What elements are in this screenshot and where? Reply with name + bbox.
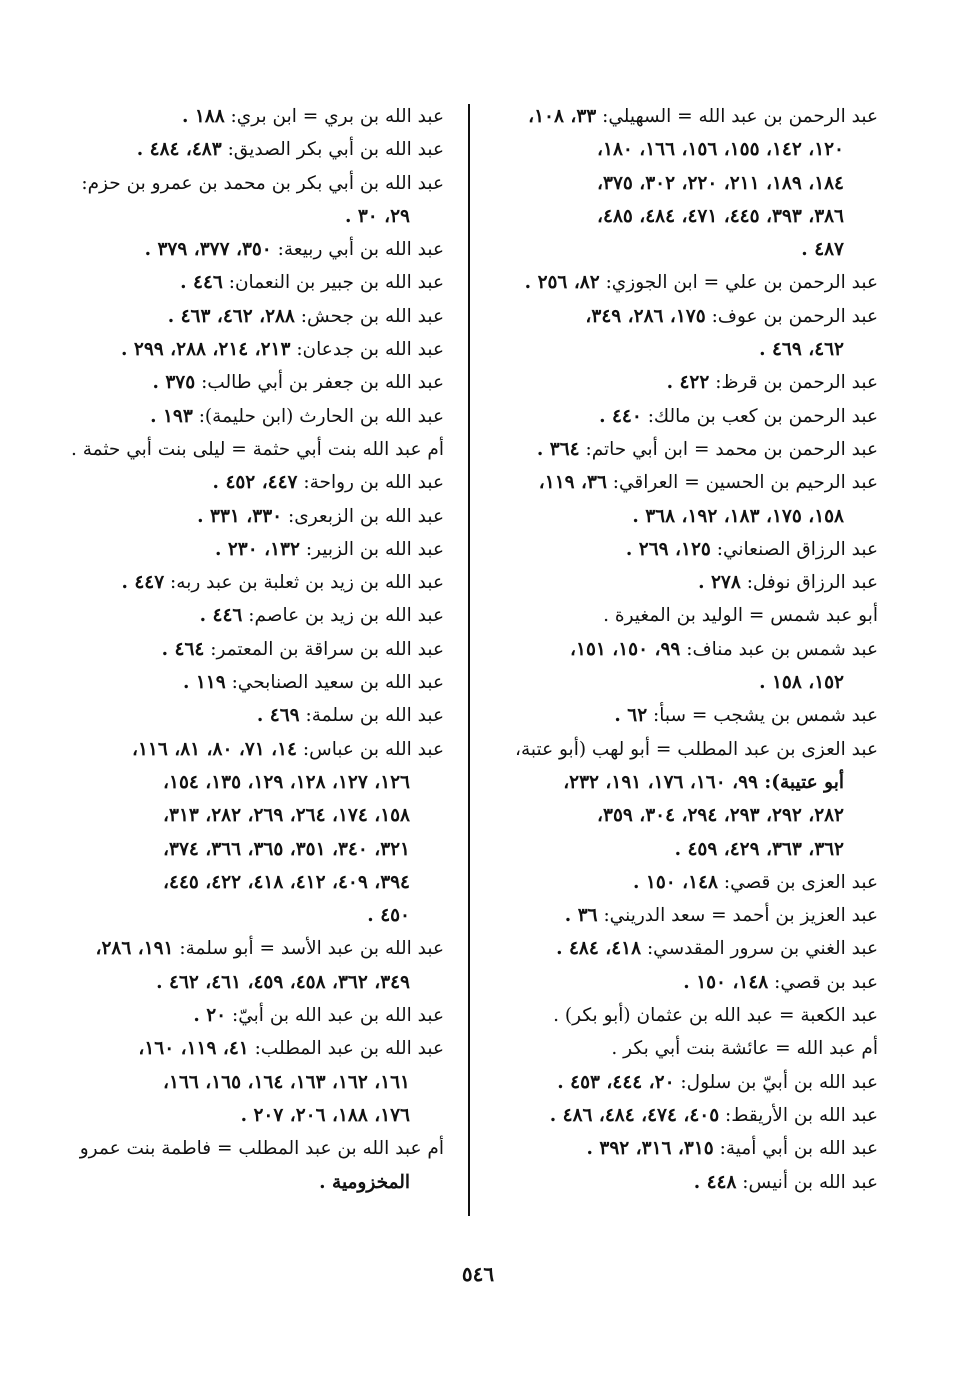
entry-heading: عبد العزيز بن أحمد = سعد الدريني:: [603, 905, 878, 927]
index-entry: [498, 433, 878, 466]
entry-continuation: ١٥٨، ١٧٥، ١٨٣، ١٩٢، ٣٦٨ .: [632, 505, 844, 527]
entry-first-line: [498, 999, 878, 1032]
index-entry: [498, 533, 878, 566]
entry-page-refs: ٤٦٤ .: [161, 638, 205, 660]
entry-heading: عبد الله بن الزبعرى:: [287, 505, 444, 527]
entry-heading: عبد الله بن عبد الله بن أبيّ:: [232, 1005, 444, 1027]
entry-heading: عبد الله بن جحش:: [300, 305, 444, 327]
entry-first-line: [498, 400, 878, 433]
entry-heading: عبد الله بن أبيّ بن سلول:: [680, 1071, 878, 1093]
entry-heading: عبد الله بن زيد بن ثعلبة بن عبد ربه:: [170, 572, 444, 594]
page-number: ٥٤٦: [461, 1262, 495, 1286]
entry-heading: عبد الرحمن بن عبد الله = السهيلي:: [602, 106, 878, 127]
index-entry: [66, 932, 444, 999]
entry-page-refs: ٤٠٥، ٤٧٤، ٤٨٤، ٤٨٦ .: [549, 1104, 720, 1126]
entry-first-line: [498, 1132, 878, 1165]
index-entry: [498, 699, 878, 732]
entry-page-refs: ٦٢ .: [614, 705, 648, 727]
entry-first-line: [66, 133, 444, 166]
entry-heading: عبد الله بن جعفر بن أبي طالب:: [201, 372, 444, 394]
entry-first-line: [498, 966, 878, 999]
entry-page-refs: ٢٨٨، ٤٦٢، ٤٦٣ .: [167, 305, 295, 327]
entry-first-line: [498, 899, 878, 932]
entry-continuation: ٣٤٩، ٣٦٢، ٤٥٨، ٤٥٩، ٤٦١، ٤٦٢ .: [156, 971, 410, 993]
column-divider: [468, 104, 470, 1216]
entry-continuation: ٤٥٠ .: [367, 905, 410, 927]
entry-heading: عبد الرحيم بن الحسين = العراقي:: [612, 472, 878, 494]
entry-first-line: [66, 167, 444, 200]
index-entry: [66, 566, 444, 599]
entry-page-refs: ٣١٥، ٣١٦، ٣٩٢ .: [586, 1138, 714, 1160]
entry-heading: عبد الله بن جدعان:: [296, 339, 444, 361]
entry-page-refs: ٤٨٣، ٤٨٤ .: [136, 139, 222, 161]
index-entry: [498, 566, 878, 599]
right-column: [498, 100, 878, 1199]
entry-first-line: [66, 699, 444, 732]
entry-continuation: ١٦١، ١٦٢، ١٦٣، ١٦٤، ١٦٥، ١٦٦،: [163, 1071, 410, 1093]
entry-first-line: [66, 333, 444, 366]
index-entry: [498, 1032, 878, 1065]
entry-heading: عبد الكعبة = عبد الله بن عثمان (أبو بكر) .: [553, 1005, 878, 1027]
entry-first-line: [66, 533, 444, 566]
entry-page-refs: ٤١، ١١٩، ١٦٠،: [138, 1038, 249, 1060]
entry-first-line: [498, 533, 878, 566]
entry-first-line: [498, 100, 878, 133]
entry-continuation: ١٨٤، ١٨٩، ٢١١، ٢٢٠، ٣٠٢، ٣٧٥،: [597, 172, 844, 194]
entry-first-line: [66, 1132, 444, 1165]
entry-heading: عبد الله بن رواحة:: [303, 472, 444, 494]
entry-first-line: [498, 433, 878, 466]
entry-page-refs: ١٩٣ .: [150, 405, 193, 427]
entry-first-line: [66, 1032, 444, 1065]
entry-page-refs: ٤٢٢ .: [666, 372, 710, 394]
entry-heading: عبد الله بن جبير بن النعمان:: [228, 272, 444, 294]
entry-first-line: [66, 666, 444, 699]
index-entry: [66, 300, 444, 333]
entry-first-line: [66, 300, 444, 333]
entry-heading: عبد الرحمن بن محمد = ابن أبي حاتم:: [585, 438, 878, 460]
index-entry: [498, 300, 878, 367]
index-entry: [66, 433, 444, 466]
entry-page-refs: ١٤، ٧١، ٨٠، ٨١، ١١٦،: [132, 738, 297, 760]
index-entry: [498, 599, 878, 632]
entry-heading: عبد الله بن سعيد الصنابحي:: [231, 672, 444, 694]
left-column: [66, 100, 444, 1199]
index-entry: [498, 1166, 878, 1199]
entry-heading: عبد شمس بن عبد مناف:: [686, 638, 878, 660]
entry-heading: أم عبد الله بن عبد المطلب = فاطمة بنت عمرو: [79, 1138, 444, 1160]
entry-heading: عبد الله بن الزبير:: [305, 538, 444, 560]
index-entry: [498, 932, 878, 965]
entry-first-line: [498, 1099, 878, 1132]
entry-heading: عبد الرحمن بن علي = ابن الجوزي:: [605, 272, 878, 294]
index-entry: [66, 167, 444, 234]
entry-continuation: ٣٩٤، ٤٠٩، ٤١٢، ٤١٨، ٤٢٢، ٤٤٥،: [163, 871, 410, 893]
entry-heading: عبد الرزاق الصنعاني:: [716, 538, 878, 560]
entry-first-line: [498, 633, 878, 666]
entry-page-refs: ٢٠، ٤٤٤، ٤٥٣ .: [557, 1071, 675, 1093]
entry-page-refs: ٣٣، ١٠٨،: [528, 106, 597, 127]
index-entry: [498, 1132, 878, 1165]
entry-page-refs: ٢١٣، ٢١٤، ٢٨٨، ٢٩٩ .: [121, 339, 291, 361]
index-entry: [66, 400, 444, 433]
entry-continuation: ١٢٠، ١٤٢، ١٥٥، ١٥٦، ١٦٦، ١٨٠،: [597, 139, 844, 161]
index-entry: [66, 100, 444, 133]
entry-first-line: [498, 1032, 878, 1065]
entry-page-refs: ٤٦٩ .: [256, 705, 300, 727]
entry-heading: عبد الرزاق نوفل:: [746, 572, 878, 594]
entry-page-refs: ٣٥٠، ٣٧٧، ٣٧٩ .: [144, 239, 272, 261]
index-entry: [66, 1032, 444, 1132]
entry-continuation: ٤٨٧ .: [801, 239, 844, 261]
entry-first-line: [66, 266, 444, 299]
entry-continuation: ٢٩، ٣٠ .: [344, 205, 410, 227]
entry-page-refs: ٣٦ .: [564, 905, 598, 927]
entry-continuation: ٣٦٢، ٣٦٣، ٤٢٩، ٤٥٩ .: [674, 838, 844, 860]
entry-first-line: [498, 866, 878, 899]
index-entry: [498, 866, 878, 899]
entry-first-line: [498, 300, 878, 333]
entry-continuation: ١٧٦، ١٨٨، ٢٠٦، ٢٠٧ .: [240, 1104, 410, 1126]
index-entry: [66, 1132, 444, 1199]
entry-heading: عبد الله بن أبي بكر بن محمد بن عمرو بن حزم:: [81, 172, 444, 194]
entry-page-refs: ٤٤٧ .: [121, 572, 165, 594]
entry-first-line: [498, 699, 878, 732]
entry-page-refs: ٤٤٧، ٤٥٢ .: [212, 472, 298, 494]
entry-heading: عبد العزى بن عبد المطلب = أبو لهب (أبو عتبة،: [515, 738, 878, 760]
entry-first-line: [66, 599, 444, 632]
index-entry: [498, 633, 878, 700]
index-entry: [66, 533, 444, 566]
entry-page-refs: ٣٦، ١١٩،: [538, 472, 607, 494]
entry-first-line: [66, 500, 444, 533]
index-entry: [66, 233, 444, 266]
index-entry: [66, 266, 444, 299]
entry-page-refs: ١٣٢، ٢٣٠ .: [214, 538, 300, 560]
entry-continuation: ٣٨٦، ٣٩٣، ٤٤٥، ٤٧١، ٤٨٤، ٤٨٥،: [597, 205, 844, 227]
entry-first-line: [498, 932, 878, 965]
index-entry: [66, 666, 444, 699]
entry-first-line: [498, 266, 878, 299]
entry-page-refs: ١٧٥، ٢٨٦، ٣٤٩،: [585, 305, 706, 327]
index-entry: [66, 366, 444, 399]
index-entry: [498, 733, 878, 866]
entry-page-refs: ١٩١، ٢٨٦،: [95, 938, 174, 960]
index-entry: [498, 400, 878, 433]
index-entry: [498, 266, 878, 299]
index-entry: [66, 599, 444, 632]
index-entry: [498, 366, 878, 399]
entry-first-line: [66, 932, 444, 965]
entry-first-line: [66, 566, 444, 599]
entry-first-line: [66, 100, 444, 133]
entry-continuation: ٣٢١، ٣٤٠، ٣٥١، ٣٦٥، ٣٦٦، ٣٧٤،: [163, 838, 410, 860]
entry-page-refs: ١١٩ .: [182, 672, 226, 694]
entry-continuation: أبو عتيبة): ٩٩، ١٦٠، ١٧٦، ١٩١، ٢٣٢،: [563, 771, 844, 793]
index-entry: [66, 699, 444, 732]
entry-page-refs: ٨٢، ٢٥٦ .: [524, 272, 600, 294]
index-entry: [498, 1066, 878, 1099]
entry-heading: أم عبد الله بنت أبي حثمة = ليلى بنت أبي حثمة .: [70, 438, 444, 460]
entry-continuation: ١٥٢، ١٥٨ .: [759, 672, 844, 694]
entry-page-refs: ٣٧٥ .: [152, 372, 196, 394]
entry-heading: عبد الله بن الحارث (ابن حليمة):: [198, 405, 444, 427]
entry-first-line: [66, 466, 444, 499]
entry-page-refs: ٣٦٤ .: [536, 438, 580, 460]
entry-first-line: [66, 433, 444, 466]
index-entry: [66, 133, 444, 166]
entry-page-refs: ٢٠ .: [193, 1005, 227, 1027]
index-entry: [498, 466, 878, 533]
entry-page-refs: ٣٣٠، ٣٣١ .: [197, 505, 283, 527]
entry-first-line: [66, 400, 444, 433]
entry-continuation: ١٢٦، ١٢٧، ١٢٨، ١٢٩، ١٣٥، ١٥٤،: [163, 771, 410, 793]
entry-heading: عبد العزى بن قصي:: [723, 871, 878, 893]
entry-heading: عبد الرحمن بن كعب بن مالك:: [647, 405, 878, 427]
entry-continuation: المخزومية .: [319, 1171, 410, 1193]
entry-heading: عبد الله بن الأريقط:: [725, 1104, 878, 1126]
entry-first-line: [498, 1066, 878, 1099]
entry-heading: عبد الله بن عباس:: [302, 738, 444, 760]
entry-heading: عبد الله بن سلمة:: [305, 705, 444, 727]
index-entry: [66, 733, 444, 933]
entry-first-line: [498, 366, 878, 399]
entry-first-line: [66, 999, 444, 1032]
entry-page-refs: ٢٧٨ .: [698, 572, 741, 594]
entry-page-refs: ١٢٥، ٢٦٩ .: [625, 538, 711, 560]
entry-heading: عبد الله بن زيد بن عاصم:: [248, 605, 444, 627]
entry-heading: عبد الله بن بري = ابن بري:: [230, 106, 444, 127]
index-entry: [66, 999, 444, 1032]
entry-heading: عبد بن قصي:: [774, 971, 878, 993]
entry-first-line: [66, 366, 444, 399]
entry-heading: عبد الله بن عبد المطلب:: [254, 1038, 444, 1060]
entry-first-line: [66, 233, 444, 266]
entry-page-refs: ١٤٨، ١٥٠ .: [633, 871, 718, 893]
entry-heading: عبد الله بن أنيس:: [742, 1171, 878, 1193]
entry-page-refs: ٤١٨، ٤٨٤ .: [556, 938, 642, 960]
index-entry: [66, 466, 444, 499]
entry-heading: عبد شمس بن يشجب = سبأ:: [653, 705, 878, 727]
entry-first-line: [498, 566, 878, 599]
entry-heading: عبد الله بن سراقة بن المعتمر:: [210, 638, 444, 660]
entry-first-line: [66, 633, 444, 666]
entry-continuation: ١٥٨، ١٧٤، ٢٦٤، ٢٦٩، ٢٨٢، ٣١٣،: [163, 805, 410, 827]
entry-continuation: ٢٨٢، ٢٩٢، ٢٩٣، ٢٩٤، ٣٠٤، ٣٥٩،: [597, 805, 844, 827]
index-entry: [66, 633, 444, 666]
index-entry: [498, 100, 878, 266]
index-entry: [498, 999, 878, 1032]
entry-page-refs: ٩٩، ١٥٠، ١٥١،: [570, 638, 681, 660]
entry-heading: عبد الله بن أبي أمية:: [719, 1138, 878, 1160]
entry-page-refs: ٤٤٠ .: [599, 405, 642, 427]
entry-page-refs: ١٤٨، ١٥٠ .: [683, 971, 769, 993]
index-entry: [66, 333, 444, 366]
entry-first-line: [66, 733, 444, 766]
entry-continuation: ٤٦٢، ٤٦٩ .: [759, 339, 844, 361]
entry-first-line: [498, 466, 878, 499]
entry-heading: عبد الله بن عبد الأسد = أبو سلمة:: [179, 938, 444, 960]
entry-heading: عبد الغني بن سرور المقدسي:: [646, 938, 878, 960]
entry-first-line: [498, 733, 878, 766]
entry-heading: أم عبد الله = عائشة بنت أبي بكر .: [611, 1038, 878, 1060]
entry-page-refs: ٤٤٨ .: [693, 1171, 737, 1193]
entry-first-line: [498, 599, 878, 632]
entry-page-refs: ٤٤٦ .: [199, 605, 243, 627]
entry-heading: عبد الله بن أبي بكر الصديق:: [227, 139, 444, 161]
entry-page-refs: ٤٤٦ .: [180, 272, 223, 294]
entry-page-refs: ١٨٨ .: [181, 106, 225, 127]
index-entry: [498, 966, 878, 999]
index-entry: [66, 500, 444, 533]
index-entry: [498, 1099, 878, 1132]
entry-heading: عبد الرحمن بن قرظ:: [715, 372, 878, 394]
entry-first-line: [498, 1166, 878, 1199]
entry-heading: عبد الرحمن بن عوف:: [711, 305, 878, 327]
index-entry: [498, 899, 878, 932]
entry-heading: عبد الله بن أبي ربيعة:: [277, 239, 444, 261]
entry-heading: أبو عبد شمس = الوليد بن المغيرة .: [603, 605, 878, 627]
